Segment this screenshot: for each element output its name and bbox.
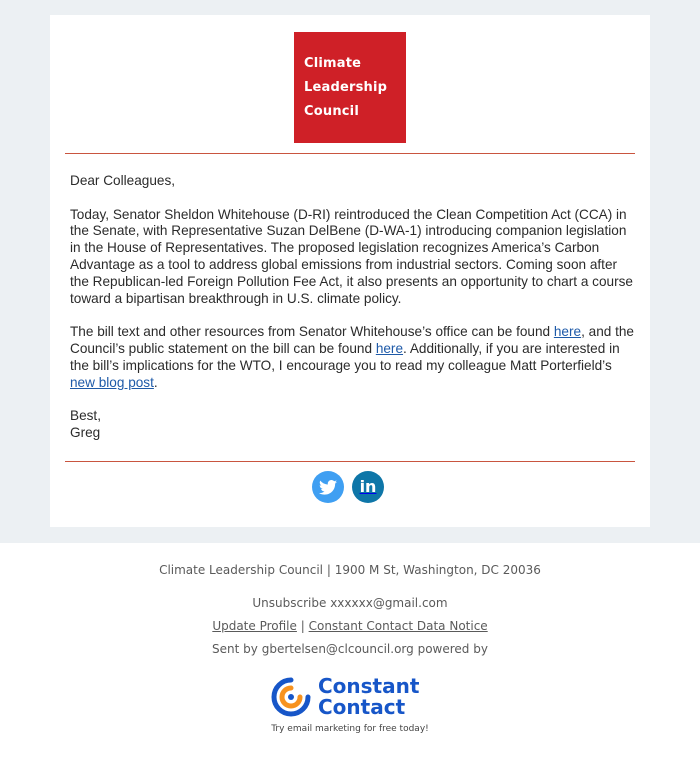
signoff: Best, [70,408,101,424]
footer-address: Climate Leadership Council | 1900 M St, Washington, DC 20036 [159,563,541,577]
divider-bottom [65,461,635,462]
email-card [50,15,650,527]
twitter-button[interactable] [312,471,344,503]
logo-line-3: Council [304,103,359,119]
linkedin-button[interactable] [352,471,384,503]
unsubscribe-label: Unsubscribe [252,596,327,610]
greeting: Dear Colleagues, [70,173,176,188]
footer-separator: | [300,619,305,633]
climate-leadership-council-logo [294,32,406,143]
paragraph-2-part-4: . [153,374,158,390]
constant-contact-icon [270,676,312,718]
footer-sent-by: Sent by gbertelsen@clcouncil.org powered by [212,642,488,656]
signoff-block [70,408,635,442]
update-profile-link[interactable]: Update Profile [212,619,297,633]
constant-contact-wordmark [312,676,419,718]
data-notice-link[interactable]: Constant Contact Data Notice [308,619,488,633]
paragraph-2 [70,324,635,391]
divider-top [65,153,635,154]
constant-contact-tagline: Try email marketing for free today! [271,724,429,734]
constant-contact-logo[interactable] [270,676,419,718]
footer-unsubscribe-line [0,596,700,610]
paragraph-2-part-2: , and the Council’s public statement on the bill can be found [70,324,634,356]
social-links [312,471,384,503]
paragraph-2-part-3: . Additionally, if you are interested in the bill’s implications for the WTO, I encourage you to read my colleague Matt Porterfield’s [70,340,620,373]
senator-resources-link[interactable]: here [553,324,582,340]
council-statement-link[interactable]: here [375,340,404,356]
logo-line-1: Climate [304,55,362,71]
paragraph-2-part-1: The bill text and other resources from Senator Whitehouse’s office can be found [70,324,554,340]
email-body [70,173,635,459]
paragraph-1: Today, Senator Sheldon Whitehouse (D-RI) reintroduced the Clean Competition Act (CCA) in the Senate, with Representative Suzan DelBene (D-WA-1) introducing companion legislation in the House of Representatives. The proposed legislation recognizes America’s Carbon Advantage as a tool to address global emissions from industrial sectors. Coming soon after the Republican-led Foreign Pollution Fee Act, it also presents an opportunity to chart a course toward a bipartisan breakthrough in U.S. climate policy. [70,206,633,306]
unsubscribe-email: xxxxxx@gmail.com [330,596,448,610]
blog-post-link[interactable]: new blog post [70,374,154,390]
footer-links [0,619,700,633]
signature: Greg [70,424,101,440]
linkedin-icon: in [359,477,377,496]
logo-line-2: Leadership [304,79,388,95]
cc-word-2: Contact [318,695,406,719]
cc-word-1: Constant [318,674,420,698]
twitter-icon [319,480,337,495]
